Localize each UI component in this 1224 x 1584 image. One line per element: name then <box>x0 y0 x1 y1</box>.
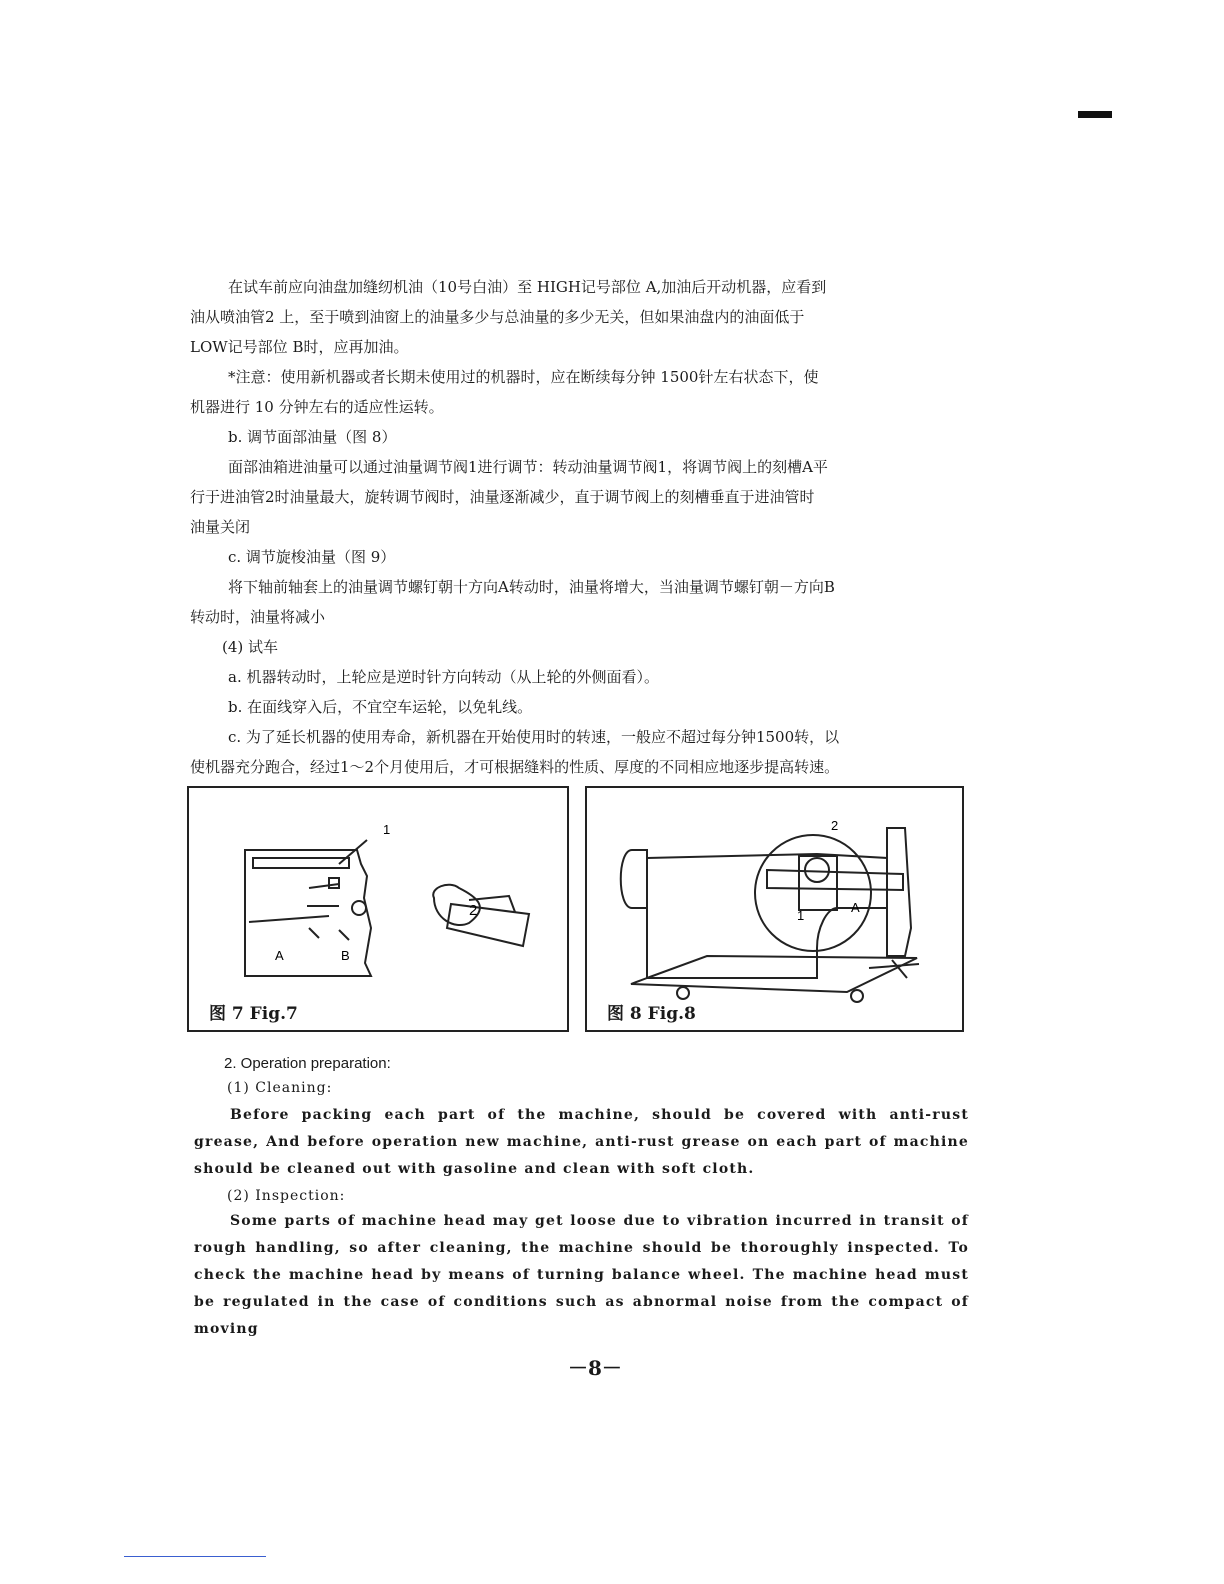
cn-s4-title: (4) 试车 <box>222 638 279 656</box>
cn-c-title: c. 调节旋梭油量（图 9） <box>228 548 396 566</box>
cleaning-body-block <box>194 1102 969 1183</box>
figure-7-drawing <box>189 788 567 1030</box>
edge-mark <box>1078 111 1112 118</box>
fig7-label-b: B <box>341 948 350 963</box>
fig7-label-2: 2 <box>469 902 478 919</box>
cn-p3-line2: 行于进油管2时油量最大，旋转调节阀时，油量逐渐减少，直于调节阀上的刻槽垂直于进油管时 <box>190 488 815 506</box>
cn-p1-line2: 油从喷油管2 上，至于喷到油窗上的油量多少与总油量的多少无关，但如果油盘内的油面低于 <box>190 308 805 326</box>
inspection-title: (2) Inspection: <box>227 1188 346 1204</box>
english-heading: 2. Operation preparation: <box>224 1055 391 1072</box>
cn-p2-line1: *注意：使用新机器或者长期未使用过的机器时，应在断续每分钟 1500针左右状态下，使 <box>228 368 819 386</box>
page-number: －8－ <box>568 1356 622 1380</box>
cn-p3-line3: 油量关闭 <box>190 518 251 536</box>
chinese-text-block <box>190 272 970 782</box>
fig7-label-1: 1 <box>383 822 391 837</box>
cn-p1-line3: LOW记号部位 B时，应再加油。 <box>190 338 409 356</box>
cn-p2-line2: 机器进行 10 分钟左右的适应性运转。 <box>190 398 444 416</box>
cn-p4-line2: 转动时，油量将减小 <box>190 608 326 626</box>
figure-7 <box>187 786 569 1032</box>
cn-s4-c-line2: 使机器充分跑合，经过1～2个月使用后，才可根据缝料的性质、厚度的不同相应地逐步提高转速。 <box>190 758 840 776</box>
cn-p4-line1: 将下轴前轴套上的油量调节螺钉朝十方向A转动时，油量将增大，当油量调节螺钉朝－方向B <box>228 578 835 596</box>
inspection-body-block <box>194 1208 969 1343</box>
cn-s4-a: a. 机器转动时，上轮应是逆时针方向转动（从上轮的外侧面看）。 <box>228 668 659 686</box>
cn-p3-line1: 面部油箱进油量可以通过油量调节阀1进行调节：转动油量调节阀1，将调节阀上的刻槽A平 <box>228 458 828 476</box>
fig8-label-a: A <box>851 900 860 915</box>
inspection-body: Some parts of machine head may get loose due to vibration incurred in transit of rough handling, so after cleaning, the machine should be thoroughly inspected. To check the machine head by means of turning balance wheel. The machine head must be regulated in the case of conditions such as abnormal noise from the compact of moving <box>194 1213 969 1337</box>
figure-8 <box>585 786 964 1032</box>
cleaning-body: Before packing each part of the machine, should be covered with anti-rust grease, And before operation new machine, anti-rust grease on each part of machine should be cleaned out with gasoline and clean with soft cloth. <box>194 1107 969 1177</box>
figure-8-caption: 图 8 Fig.8 <box>607 1004 696 1024</box>
bottom-rule <box>124 1556 266 1557</box>
cn-s4-b: b. 在面线穿入后，不宜空车运轮，以免轧线。 <box>228 698 533 716</box>
cn-b-title: b. 调节面部油量（图 8） <box>228 428 397 446</box>
figure-8-drawing <box>587 788 962 1030</box>
cn-p1-line1: 在试车前应向油盘加缝纫机油（10号白油）至 HIGH记号部位 A,加油后开动机器，应看到 <box>228 278 827 296</box>
fig8-label-2: 2 <box>831 818 839 833</box>
cleaning-title: (1) Cleaning: <box>227 1080 333 1096</box>
fig8-label-1: 1 <box>797 908 805 923</box>
cn-s4-c-line1: c. 为了延长机器的使用寿命，新机器在开始使用时的转速，一般应不超过每分钟1500转，以 <box>228 728 840 746</box>
figure-7-caption: 图 7 Fig.7 <box>209 1004 298 1024</box>
fig7-label-a: A <box>275 948 284 963</box>
